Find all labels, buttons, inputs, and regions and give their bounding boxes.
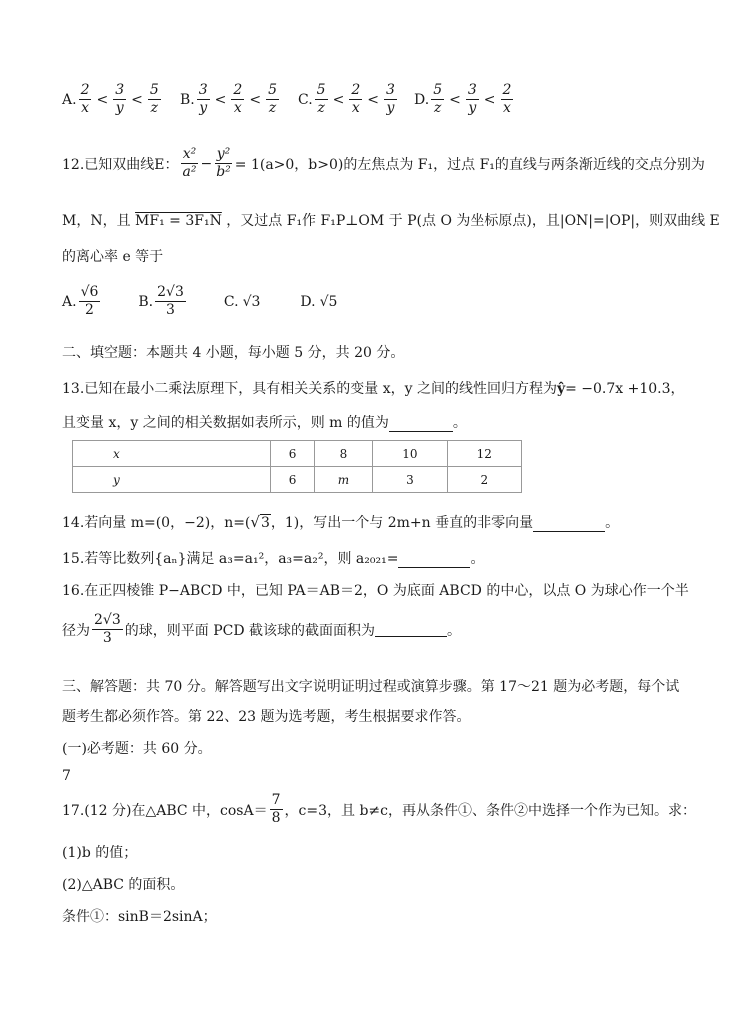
q12-line2: M，N，且 MF₁ = 3F₁N ，又过点 F₁作 F₁P⊥OM 于 P(点 O 为坐标原点)，且|ON|=|OP|，则双曲线 E: [62, 213, 720, 229]
section-3-line3: (一)必考题：共 60 分。: [62, 741, 212, 757]
q16-line1: 16.在正四棱锥 P−ABCD 中，已知 PA＝AB＝2，O 为底面 ABCD 的中心，以点 O 为球心作一个半: [62, 583, 689, 599]
answer-blank: [375, 622, 447, 637]
q12-options: A. $\frac{√6}{2}$ B. $\frac{2√3}{3}$ C. √3 D. √5: [62, 284, 338, 318]
q17-condition1: 条件①：sinB＝2sinA；: [62, 909, 217, 925]
q17-line1: 17.(12 分)在△ABC 中，cosA＝ $\frac{7}{8}$ ，c=3，且 b≠c，再从条件①、条件②中选择一个作为已知。求：: [62, 792, 696, 826]
q13-line1: 13.已知在最小二乘法原理下，具有相关关系的变量 x，y 之间的线性回归方程为ŷ= −0.7x +10.3，: [62, 381, 685, 397]
q17-part1: (1)b 的值；: [62, 845, 138, 861]
q11-option-b: B. $\frac{3}{y}$ < $\frac{2}{x}$ < $\frac{5}{z}$: [180, 82, 277, 116]
q12-line1: 12.已知双曲线E： $\frac{\text{x²}}{\text{a²}}$ − $\frac{\text{y²}}{\text{b²}}$ = 1(a>0，b>0)的左焦点为 F₁，过点 F₁的直线与两条渐近线的交点分别为: [62, 146, 705, 180]
answer-blank: [389, 417, 453, 432]
section-3-line1: 三、解答题：共 70 分。解答题写出文字说明证明过程或演算步骤。第 17～21 题为必考题，每个试: [62, 679, 680, 695]
data-table: [72, 440, 522, 493]
answer-blank: [533, 517, 605, 532]
section-3-line2: 题考生都必须作答。第 22、23 题为选考题，考生根据要求作答。: [62, 709, 471, 725]
q15: 15.若等比数列{aₙ}满足 a₃=a₁²，a₃=a₂²，则 a₂₀₂₁= 。: [62, 551, 485, 567]
q17-part2: (2)△ABC 的面积。: [62, 877, 185, 893]
q11-option-c: C. $\frac{5}{z}$ < $\frac{2}{x}$ < $\frac{3}{y}$: [298, 82, 395, 116]
table-row: x 6 8 10 12: [73, 441, 522, 467]
stray-number: 7: [62, 768, 71, 784]
table-row: y 6 m 3 2: [73, 467, 522, 493]
section-2-heading: 二、填空题：本题共 4 小题，每小题 5 分，共 20 分。: [62, 345, 405, 361]
q14: 14.若向量 m=(0，−2)，n=(√3，1)，写出一个与 2m+n 垂直的非零向量 。: [62, 513, 620, 531]
q16-line2: 径为 $\frac{2√3}{3}$ 的球，则平面 PCD 截该球的截面面积为 。: [62, 612, 462, 646]
q11-option-a: A. $\frac{2}{x}$ < $\frac{3}{y}$ < $\frac{5}{z}$: [62, 82, 159, 116]
fraction: $\frac{3}{y}$: [115, 82, 125, 116]
fraction: $\frac{2}{x}$: [80, 82, 90, 116]
fraction: $\frac{5}{z}$: [149, 82, 159, 116]
answer-blank: [398, 553, 470, 568]
q13-line2: 且变量 x，y 之间的相关数据如表所示，则 m 的值为 。: [62, 415, 467, 431]
q11-option-d: D. $\frac{5}{z}$ < $\frac{3}{y}$ < $\frac{2}{x}$: [414, 82, 512, 116]
vector-expression: MF₁ = 3F₁N: [135, 213, 222, 229]
q12-line3: 的离心率 e 等于: [62, 249, 164, 265]
